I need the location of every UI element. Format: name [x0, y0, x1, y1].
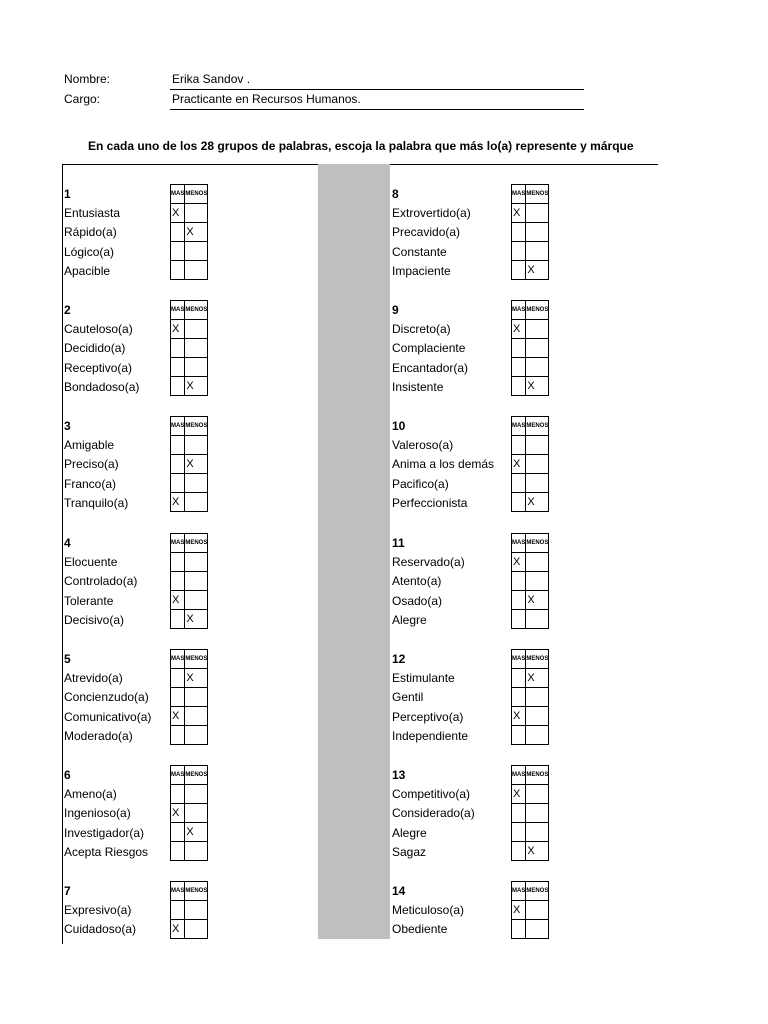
less-cell[interactable]: X — [185, 223, 208, 242]
less-cell[interactable] — [185, 920, 208, 939]
name-underline — [170, 89, 584, 90]
word-label: Alegre — [392, 613, 427, 628]
less-cell[interactable]: X — [185, 610, 208, 629]
less-cell[interactable]: X — [526, 591, 549, 610]
group-number: 6 — [64, 768, 71, 782]
more-cell[interactable] — [512, 242, 526, 261]
selection-grid — [170, 533, 208, 629]
less-cell[interactable] — [526, 223, 549, 242]
selection-grid — [170, 881, 208, 939]
group-number: 11 — [392, 536, 405, 550]
word-label: Preciso(a) — [64, 457, 119, 472]
more-cell[interactable] — [171, 358, 185, 377]
word-label: Amigable — [64, 438, 115, 452]
word-label: Comunicativo(a) — [64, 709, 152, 724]
column-header-more: MAS — [512, 301, 526, 320]
word-label: Valeroso(a) — [392, 438, 454, 452]
name-value[interactable]: Erika Sandov . — [172, 72, 251, 86]
more-cell[interactable]: X — [171, 320, 185, 339]
column-header-less: MENOS — [185, 882, 208, 901]
word-label: Perfeccionista — [392, 496, 468, 511]
column-header-more: MAS — [512, 766, 526, 785]
word-label: Receptivo(a) — [64, 360, 133, 375]
word-label: Ameno(a) — [64, 787, 117, 801]
more-cell[interactable] — [171, 669, 185, 688]
more-cell[interactable]: X — [512, 553, 526, 572]
more-cell[interactable]: X — [171, 920, 185, 939]
less-cell[interactable] — [526, 785, 549, 804]
word-label: Cuidadoso(a) — [64, 922, 137, 937]
less-cell[interactable] — [185, 707, 208, 726]
word-label: Franco(a) — [64, 476, 117, 491]
more-cell[interactable] — [171, 842, 185, 861]
column-header-more: MAS — [512, 882, 526, 901]
selection-grid — [511, 533, 549, 629]
less-cell[interactable] — [526, 455, 549, 474]
word-label: Pacifico(a) — [392, 476, 449, 491]
selection-grid — [511, 416, 549, 512]
selection-grid — [170, 765, 208, 861]
more-cell[interactable] — [512, 842, 526, 861]
column-header-more: MAS — [512, 417, 526, 436]
less-cell[interactable]: X — [526, 261, 549, 280]
more-cell[interactable]: X — [512, 455, 526, 474]
column-header-less: MENOS — [185, 417, 208, 436]
selection-grid — [511, 765, 549, 861]
selection-grid — [170, 300, 208, 396]
more-cell[interactable] — [171, 223, 185, 242]
word-label: Complaciente — [392, 341, 466, 356]
selection-grid — [170, 184, 208, 280]
role-label: Cargo: — [64, 92, 101, 106]
less-cell[interactable] — [526, 436, 549, 455]
less-cell[interactable]: X — [185, 823, 208, 842]
name-label: Nombre: — [64, 72, 111, 86]
less-cell[interactable]: X — [526, 842, 549, 861]
word-label: Cauteloso(a) — [64, 322, 133, 336]
less-cell[interactable] — [185, 261, 208, 280]
word-label: Considerado(a) — [392, 806, 475, 821]
more-cell[interactable] — [171, 553, 185, 572]
word-label: Bondadoso(a) — [64, 380, 140, 395]
word-label: Decisivo(a) — [64, 613, 125, 628]
group-number: 10 — [392, 419, 406, 433]
word-label: Lógico(a) — [64, 244, 115, 259]
less-cell[interactable] — [185, 842, 208, 861]
column-header-less: MENOS — [185, 185, 208, 204]
less-cell[interactable]: X — [185, 455, 208, 474]
less-cell[interactable] — [526, 610, 549, 629]
less-cell[interactable] — [185, 358, 208, 377]
column-header-more: MAS — [171, 650, 185, 669]
more-cell[interactable] — [171, 242, 185, 261]
less-cell[interactable] — [185, 474, 208, 493]
more-cell[interactable] — [512, 726, 526, 745]
less-cell[interactable]: X — [526, 493, 549, 512]
word-label: Discreto(a) — [392, 322, 451, 336]
less-cell[interactable] — [526, 688, 549, 707]
more-cell[interactable] — [512, 339, 526, 358]
word-label: Extrovertido(a) — [392, 206, 471, 220]
more-cell[interactable]: X — [512, 785, 526, 804]
more-cell[interactable] — [171, 339, 185, 358]
group-number: 1 — [64, 187, 71, 201]
less-cell[interactable] — [526, 339, 549, 358]
less-cell[interactable] — [526, 920, 549, 939]
column-header-less: MENOS — [185, 650, 208, 669]
less-cell[interactable] — [185, 591, 208, 610]
form-left-border — [62, 164, 63, 944]
word-label: Independiente — [392, 729, 469, 744]
group-number: 5 — [64, 652, 71, 666]
word-label: Apacible — [64, 264, 111, 279]
column-header-more: MAS — [512, 650, 526, 669]
more-cell[interactable] — [512, 358, 526, 377]
column-header-more: MAS — [512, 534, 526, 553]
less-cell[interactable] — [526, 320, 549, 339]
less-cell[interactable] — [526, 358, 549, 377]
more-cell[interactable]: X — [171, 204, 185, 223]
less-cell[interactable] — [185, 436, 208, 455]
role-value[interactable]: Practicante en Recursos Humanos. — [172, 92, 361, 106]
less-cell[interactable] — [526, 474, 549, 493]
column-header-more: MAS — [171, 882, 185, 901]
word-label: Tranquilo(a) — [64, 496, 129, 511]
word-label: Elocuente — [64, 555, 118, 569]
more-cell[interactable] — [512, 823, 526, 842]
selection-grid — [511, 300, 549, 396]
more-cell[interactable] — [171, 261, 185, 280]
more-cell[interactable] — [512, 223, 526, 242]
less-cell[interactable] — [185, 726, 208, 745]
less-cell[interactable]: X — [526, 377, 549, 396]
more-cell[interactable] — [512, 688, 526, 707]
word-label: Perceptivo(a) — [392, 709, 464, 724]
less-cell[interactable] — [185, 320, 208, 339]
column-header-more: MAS — [171, 185, 185, 204]
column-header-less: MENOS — [526, 185, 549, 204]
word-label: Atento(a) — [392, 574, 442, 589]
word-label: Tolerante — [64, 593, 114, 608]
less-cell[interactable] — [185, 339, 208, 358]
selection-grid — [511, 881, 549, 939]
word-label: Obediente — [392, 922, 448, 937]
less-cell[interactable] — [185, 553, 208, 572]
instructions-text: En cada uno de los 28 grupos de palabras, escoja la palabra que más lo(a) represente y márque — [88, 139, 634, 153]
role-underline — [170, 109, 584, 110]
more-cell[interactable]: X — [512, 707, 526, 726]
more-cell[interactable] — [512, 669, 526, 688]
word-label: Insistente — [392, 380, 444, 395]
more-cell[interactable] — [512, 572, 526, 591]
more-cell[interactable]: X — [512, 204, 526, 223]
word-label: Concienzudo(a) — [64, 690, 149, 705]
less-cell[interactable] — [185, 204, 208, 223]
more-cell[interactable] — [171, 474, 185, 493]
selection-grid — [170, 649, 208, 745]
less-cell[interactable] — [185, 572, 208, 591]
selection-grid — [511, 649, 549, 745]
more-cell[interactable] — [171, 572, 185, 591]
word-label: Anima a los demás — [392, 457, 495, 472]
column-header-less: MENOS — [185, 766, 208, 785]
word-label: Investigador(a) — [64, 825, 145, 840]
more-cell[interactable] — [512, 610, 526, 629]
more-cell[interactable] — [512, 493, 526, 512]
group-number: 13 — [392, 768, 406, 782]
more-cell[interactable] — [171, 377, 185, 396]
more-cell[interactable] — [171, 610, 185, 629]
more-cell[interactable]: X — [171, 591, 185, 610]
word-label: Decidido(a) — [64, 341, 126, 356]
word-label: Ingenioso(a) — [64, 806, 131, 821]
column-header-more: MAS — [171, 534, 185, 553]
less-cell[interactable] — [185, 785, 208, 804]
less-cell[interactable] — [526, 242, 549, 261]
column-header-less: MENOS — [185, 534, 208, 553]
column-header-less: MENOS — [526, 766, 549, 785]
separator-column — [318, 164, 390, 939]
less-cell[interactable] — [526, 901, 549, 920]
column-header-less: MENOS — [185, 301, 208, 320]
more-cell[interactable] — [171, 785, 185, 804]
word-label: Constante — [392, 244, 447, 259]
more-cell[interactable]: X — [512, 320, 526, 339]
more-cell[interactable] — [512, 436, 526, 455]
word-label: Moderado(a) — [64, 729, 133, 744]
less-cell[interactable]: X — [185, 377, 208, 396]
column-header-less: MENOS — [526, 417, 549, 436]
less-cell[interactable] — [526, 204, 549, 223]
word-label: Estimulante — [392, 671, 455, 685]
more-cell[interactable] — [171, 455, 185, 474]
more-cell[interactable] — [171, 823, 185, 842]
group-number: 3 — [64, 419, 71, 433]
group-number: 12 — [392, 652, 406, 666]
column-header-less: MENOS — [526, 301, 549, 320]
less-cell[interactable] — [185, 901, 208, 920]
more-cell[interactable] — [171, 436, 185, 455]
word-label: Controlado(a) — [64, 574, 138, 589]
column-header-less: MENOS — [526, 650, 549, 669]
word-label: Sagaz — [392, 845, 427, 860]
more-cell[interactable] — [512, 474, 526, 493]
selection-grid — [511, 184, 549, 280]
column-header-more: MAS — [171, 766, 185, 785]
less-cell[interactable] — [526, 572, 549, 591]
less-cell[interactable] — [526, 804, 549, 823]
word-label: Entusiasta — [64, 206, 121, 220]
column-header-more: MAS — [171, 417, 185, 436]
word-label: Gentil — [392, 690, 424, 705]
less-cell[interactable] — [526, 823, 549, 842]
more-cell[interactable] — [512, 591, 526, 610]
more-cell[interactable]: X — [171, 493, 185, 512]
more-cell[interactable] — [512, 377, 526, 396]
column-header-less: MENOS — [526, 882, 549, 901]
word-label: Precavido(a) — [392, 225, 461, 240]
word-label: Acepta Riesgos — [64, 845, 149, 860]
column-header-less: MENOS — [526, 534, 549, 553]
word-label: Osado(a) — [392, 593, 443, 608]
selection-grid — [170, 416, 208, 512]
word-label: Alegre — [392, 825, 427, 840]
group-number: 7 — [64, 884, 71, 898]
less-cell[interactable] — [185, 688, 208, 707]
group-number: 2 — [64, 303, 71, 317]
group-number: 9 — [392, 303, 399, 317]
more-cell[interactable] — [171, 901, 185, 920]
less-cell[interactable] — [526, 553, 549, 572]
less-cell[interactable] — [185, 493, 208, 512]
more-cell[interactable] — [171, 688, 185, 707]
word-label: Competitivo(a) — [392, 787, 471, 801]
less-cell[interactable] — [185, 804, 208, 823]
more-cell[interactable]: X — [171, 707, 185, 726]
word-label: Rápido(a) — [64, 225, 117, 240]
more-cell[interactable] — [512, 804, 526, 823]
word-label: Meticuloso(a) — [392, 903, 465, 917]
group-number: 8 — [392, 187, 399, 201]
column-header-more: MAS — [171, 301, 185, 320]
column-header-more: MAS — [512, 185, 526, 204]
word-label: Atrevido(a) — [64, 671, 123, 685]
more-cell[interactable] — [171, 726, 185, 745]
more-cell[interactable]: X — [512, 901, 526, 920]
less-cell[interactable] — [526, 726, 549, 745]
word-label: Encantador(a) — [392, 360, 469, 375]
word-label: Expresivo(a) — [64, 903, 132, 917]
group-number: 4 — [64, 536, 71, 550]
word-label: Reservado(a) — [392, 555, 465, 569]
less-cell[interactable] — [185, 242, 208, 261]
more-cell[interactable] — [512, 920, 526, 939]
group-number: 14 — [392, 884, 406, 898]
more-cell[interactable] — [512, 261, 526, 280]
less-cell[interactable] — [526, 707, 549, 726]
word-label: Impaciente — [392, 264, 451, 279]
less-cell[interactable]: X — [526, 669, 549, 688]
less-cell[interactable]: X — [185, 669, 208, 688]
more-cell[interactable]: X — [171, 804, 185, 823]
